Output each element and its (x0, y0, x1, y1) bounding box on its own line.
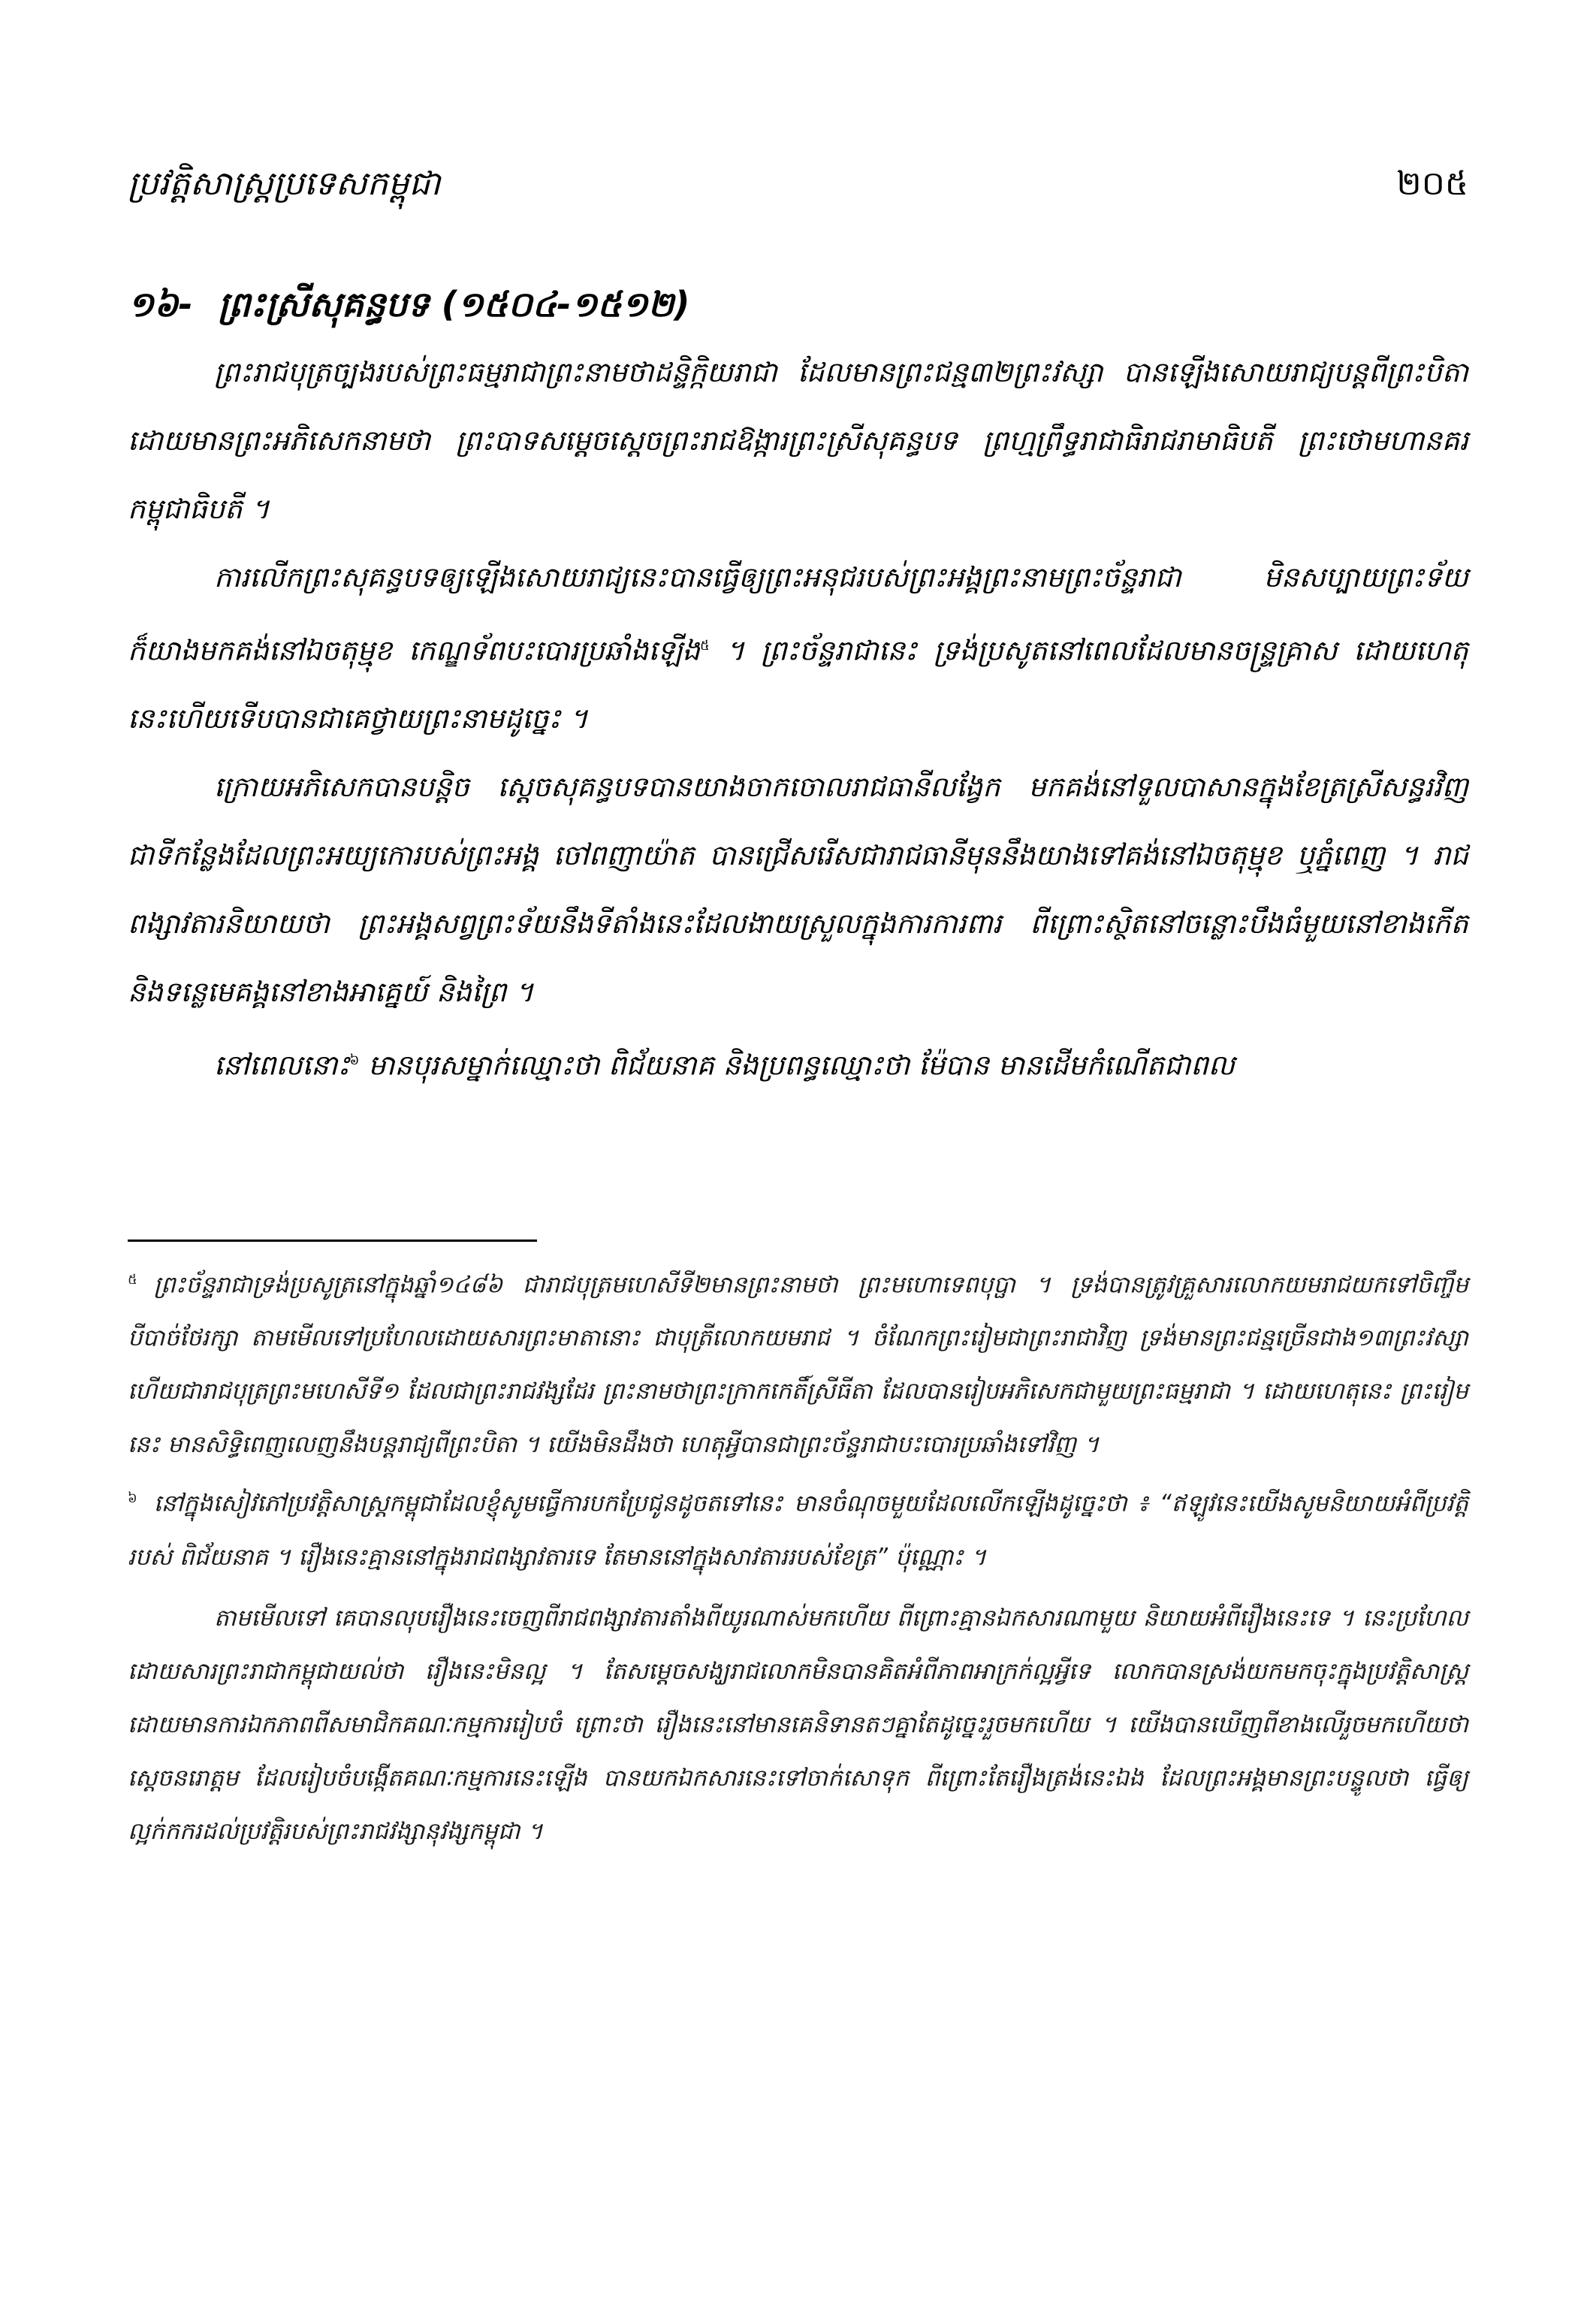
paragraph-text: ព្រះរាជបុត្រច្បងរបស់ព្រះធម្មរាជាព្រះនាមថាដន្ទិក្កិយរាជា ដែលមានព្រះជន្ម៣២ព្រះវស្សា បានឡើងសោយរាជ្យបន្តពីព្រះបិតា ដោយមានព្រះអភិសេកនាមថា ព្រះបាទសម្តេចស្តេចព្រះរាជឱង្ការព្រះស្រីសុគន្ធបទ ព្រហ្មព្រឹទ្ធរាជាធិរាជរាមាធិបតី ព្រះថោមហានគរកម្ពុជាធិបតី ។ (128, 356, 1468, 525)
footnote-reference[interactable]: ៥ (700, 638, 710, 654)
footnote-text: តាមមើលទៅ គេបានលុបរឿងនេះចេញពីរាជពង្សាវតារតាំងពីយូរណាស់មកហើយ ពីព្រោះគ្មានឯកសារណាមួយ និយាយអំពីរឿងនេះទេ ។ នេះប្រហែលដោយសារព្រះរាជាកម្ពុជាយល់ថា រឿងនេះមិនល្អ ។ តែសម្តេចសង្ឃរាជលោកមិនបានគិតអំពីភាពអាក្រក់ល្អអ្វីទេ លោកបានស្រង់យកមកចុះក្នុងប្រវត្តិសាស្ត្រ ដោយមានការឯកភាពពីសមាជិកគណៈកម្មការរៀបចំ ព្រោះថា រឿងនេះនៅមានគេនិទានតៗគ្នាតែដូច្នេះរួចមកហើយ ។ យើងបានឃើញពីខាងលើរួចមកហើយថា ស្តេចនរោត្តម ដែលរៀបចំបង្កើតគណៈកម្មការនេះឡើង បានយកឯកសារនេះទៅចាក់សោទុក ពីព្រោះតែរឿងត្រង់នេះឯង ដែលព្រះអង្គមានព្រះបន្ទូលថា ធ្វើឲ្យល្អក់កករដល់ប្រវត្តិរបស់ព្រះរាជវង្សានុវង្សកម្ពុជា ។ (128, 1604, 1468, 1845)
page-header (128, 158, 1468, 210)
footnote-mark: ៥ (128, 1272, 137, 1288)
footnote-text: ព្រះច័ន្ទរាជាទ្រង់ប្រសូត្រនៅក្នុងឆ្នាំ១៤៨៦ ជារាជបុត្រមហេសីទី២មានព្រះនាមថា ព្រះមហោទេពបុប្ផា ។ ទ្រង់បានត្រូវគ្រួសារលោកយមរាជយកទៅចិញ្ចឹមបីបាច់ថែរក្សា តាមមើលទៅប្រហែលដោយសារព្រះមាតានោះ ជាបុត្រីលោកយមរាជ ។ ចំណែកព្រះរៀមជាព្រះរាជាវិញ ទ្រង់មានព្រះជន្មច្រើនជាង១៣ព្រះវស្សា ហើយជារាជបុត្រព្រះមហេសីទី១ ដែលជាព្រះរាជវង្សដែរ ព្រះនាមថាព្រះក្រាកកេតិ៍ស្រីធីតា ដែលបានរៀបអភិសេកជាមួយព្រះធម្មរាជា ។ ដោយហេតុនេះ ព្រះរៀមនេះ មានសិទ្ធិពេញលេញនឹងបន្តរាជ្យពីព្រះបិតា ។ យើងមិនដឹងថា ហេតុអ្វីបានជាព្រះច័ន្ទរាជាបះបោរប្រឆាំងទៅវិញ ។ (128, 1271, 1468, 1459)
footnote-continuation (128, 1592, 1468, 1859)
footnote-reference[interactable]: ៦ (349, 1052, 360, 1069)
footnote-text: នៅក្នុងសៀវភៅប្រវត្តិសាស្ត្រកម្ពុជាដែលខ្ញុំសូមធ្វើការបកប្រែជូនដូចតទៅនេះ មានចំណុចមួយដែលលើកឡើងដូច្នេះថា ៖ “ឥឡូវនេះយើងសូមនិយាយអំពីប្រវត្តិរបស់ ពិជ័យនាគ ។ រឿងនេះគ្មាននៅក្នុងរាជពង្សាវតារទេ តែមាននៅក្នុងសាវតាររបស់ខែត្រ” ប៉ុណ្ណោះ ។ (128, 1490, 1468, 1571)
paragraph (128, 1026, 1468, 1099)
footnote-mark: ៦ (128, 1490, 137, 1507)
body-text (128, 338, 1468, 1100)
footnote (128, 1472, 1468, 1584)
footnotes (128, 1253, 1468, 1859)
page-number: ២០៥ (1396, 165, 1468, 203)
chapter-heading (128, 274, 1468, 334)
paragraph (128, 753, 1468, 1026)
paragraph-text: មានបុរសម្នាក់ឈ្មោះថា ពិជ័យនាគ និងប្រពន្ធឈ្មោះថា ម៉ែបាន មានដើមកំណើតជាពល (359, 1049, 1235, 1082)
footnote (128, 1253, 1468, 1472)
chapter-title: ព្រះស្រីសុគន្ធបទ (១៥០៤-១៥១២) (218, 284, 690, 325)
paragraph-text: ។ ព្រះច័ន្ទរាជានេះ ទ្រង់ប្រសូតនៅពេលដែលមានចន្ទ្រគ្រាស ដោយហេតុនេះហើយទើបបានជាគេថ្វាយព្រះនាមដូច្នេះ ។ (128, 634, 1468, 735)
paragraph (128, 543, 1468, 753)
footnote-separator (128, 1240, 537, 1242)
running-title: ប្រវត្តិសាស្ត្រប្រទេសកម្ពុជា (128, 165, 441, 203)
paragraph (128, 338, 1468, 543)
paragraph-text: ការលើកព្រះសុគន្ធបទឲ្យឡើងសោយរាជ្យនេះបានធ្វើឲ្យព្រះអនុជរបស់ព្រះអង្គព្រះនាមព្រះច័ន្ទរាជា មិនសប្បាយព្រះទ័យ ក៏យាងមកគង់នៅឯចតុម្មុខ កេណ្ឌទ័ពបះបោរប្រឆាំងឡើង (128, 561, 1468, 667)
paragraph-text: នៅពេលនោះ (214, 1049, 350, 1082)
paragraph-text: ក្រោយអភិសេកបានបន្តិច ស្តេចសុគន្ធបទបានយាងចាកចោលរាជធានីលង្វែក មកគង់នៅទួលបាសានក្នុងខែត្រស្រីសន្ធរវិញ ជាទីកន្លែងដែលព្រះអយ្យកោរបស់ព្រះអង្គ ចៅពញាយ៉ាត បានជ្រើសរើសជារាជធានីមុននឹងយាងទៅគង់នៅឯចតុម្មុខ ឬភ្នំពេញ ។ រាជពង្សាវតារនិយាយថា ព្រះអង្គសព្វព្រះទ័យនឹងទីតាំងនេះដែលងាយស្រួលក្នុងការការពារ ពីព្រោះស្ថិតនៅចន្លោះបឹងធំមួយនៅខាងកើត និងទន្លេមេគង្គនៅខាងអាគ្នេយ៍ និងព្រៃ ។ (128, 771, 1468, 1009)
chapter-number: ១៦- (128, 284, 193, 325)
